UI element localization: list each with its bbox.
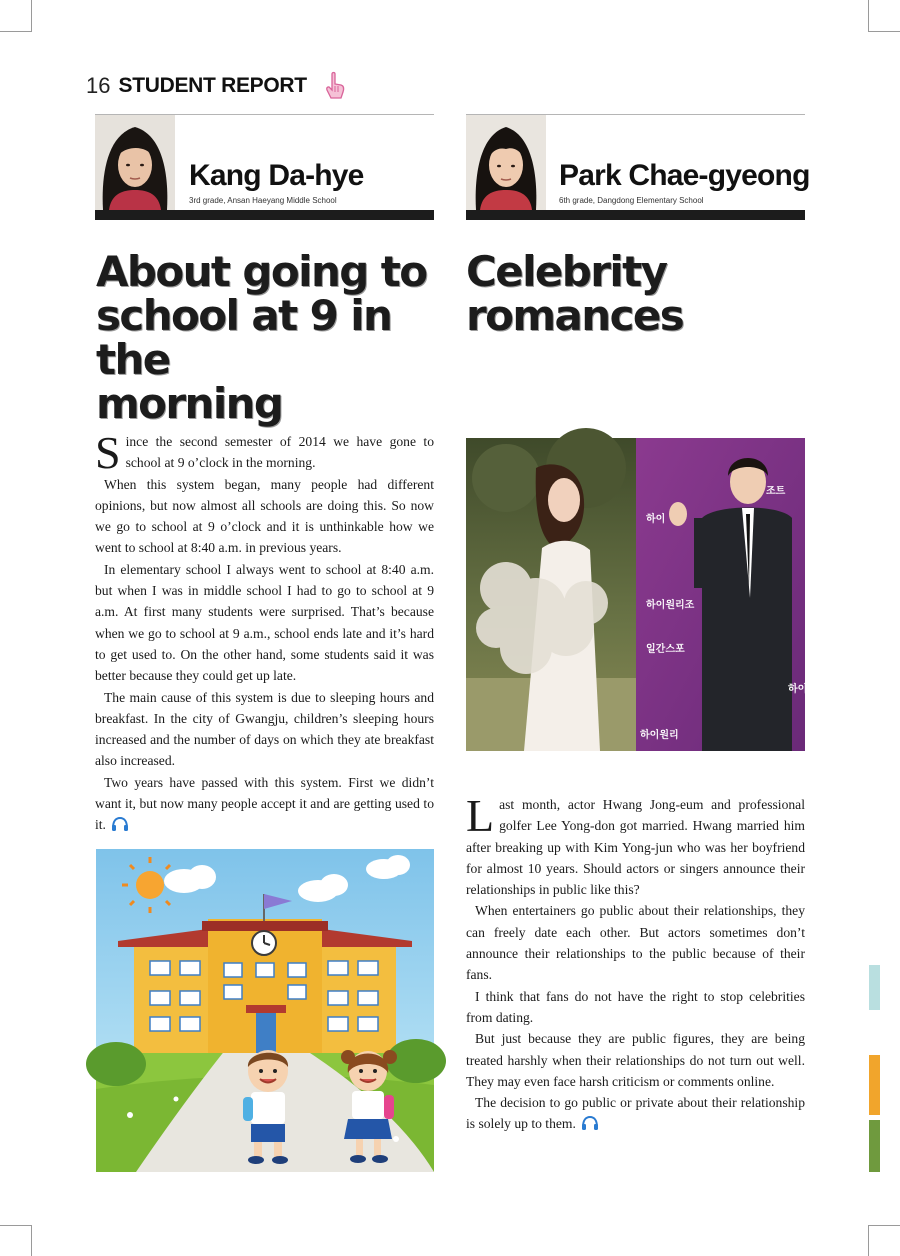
page-header	[86, 72, 347, 100]
paragraph: When this system began, many people had different opinions, but now almost all schools are doing this. So now we go to school at 9 o’clock and it is unthinkable how we went to school at 8:40 a.m. in previous years.	[95, 476, 434, 556]
paragraph: I think that fans do not have the right to stop celebrities from dating.	[466, 988, 805, 1025]
article-body	[466, 790, 805, 1135]
side-tab	[869, 1120, 880, 1172]
svg-text:일간스포: 일간스포	[646, 644, 685, 655]
crop-mark	[31, 0, 32, 32]
crop-mark	[868, 1225, 869, 1256]
article-body	[95, 427, 434, 836]
author-name: Kang Da-hye	[189, 159, 364, 192]
author-name: Park Chae-gyeong	[559, 159, 810, 192]
crop-mark	[0, 1225, 32, 1226]
paragraph: The main cause of this system is due to sleeping hours and breakfast. In the city of Gwangju, children’s sleeping hours increased and the number of days on which they ate breakfast also increased.	[95, 689, 434, 769]
svg-text:하이: 하이	[646, 514, 666, 525]
paragraph: But just because they are public figures, they are being treated harshly when their relationships do not turn out well. They may even face harsh criticism or comments online.	[466, 1031, 805, 1089]
page-number: 16	[86, 73, 111, 98]
paragraph: When entertainers go public about their relationships, they can freely date each other. But actors sometimes don’t announce their relationships to the public because of their fans.	[466, 903, 805, 983]
author-description: 3rd grade, Ansan Haeyang Middle School	[189, 196, 337, 205]
crop-mark	[868, 1225, 900, 1226]
section-title: STUDENT REPORT	[118, 74, 307, 97]
author-photo	[95, 115, 175, 210]
author-photo	[466, 115, 546, 210]
author-description: 6th grade, Dangdong Elementary School	[559, 196, 704, 205]
paragraph: Since the second semester of 2014 we have gone to school at 9 o’clock in the morning.	[95, 427, 434, 478]
paragraph: Two years have passed with this system. First we didn’t want it, but now many people accept it and are getting used to it.	[95, 774, 434, 833]
svg-text:하이원리조: 하이원리조	[646, 600, 695, 611]
article-headline: About going to school at 9 in the morning	[96, 247, 427, 428]
side-tab	[869, 965, 880, 1010]
paragraph: The decision to go public or private about their relationship is solely up to them.	[466, 1095, 805, 1132]
paragraph: Last month, actor Hwang Jong-eum and professional golfer Lee Yong-don got married. Hwang married him after breaking up with Kim Yong-jun who was her boyfriend for almost 10 years. Should actors or singers announce their relationships in public like this?	[466, 790, 805, 898]
article-headline: Celebrity romances	[466, 247, 684, 340]
svg-text:하이: 하이	[788, 684, 808, 695]
crop-mark	[31, 1225, 32, 1256]
crop-mark	[0, 31, 32, 32]
crop-mark	[868, 31, 900, 32]
author-bottom-rule	[466, 210, 805, 220]
drop-cap: S	[95, 427, 121, 478]
drop-cap: L	[466, 790, 495, 841]
celebrity-couple-photo	[466, 438, 808, 751]
headphones-icon	[581, 1116, 599, 1130]
svg-text:조트: 조트	[766, 486, 786, 497]
school-illustration	[96, 849, 434, 1172]
crop-mark	[868, 0, 869, 32]
author-bottom-rule	[95, 210, 434, 220]
pointing-finger-icon	[323, 72, 347, 100]
svg-text:하이원리: 하이원리	[640, 730, 679, 741]
paragraph: In elementary school I always went to school at 8:40 a.m. but when I was in middle school I had to go to school at 9 a.m. At first many students were surprised. That’s because when we go to school at 9 a.m., school ends late and it’s hard to get used to. On the other hand, some students said it was better because they could get up late.	[95, 561, 434, 684]
side-tab	[869, 1055, 880, 1115]
headphones-icon	[111, 817, 129, 831]
